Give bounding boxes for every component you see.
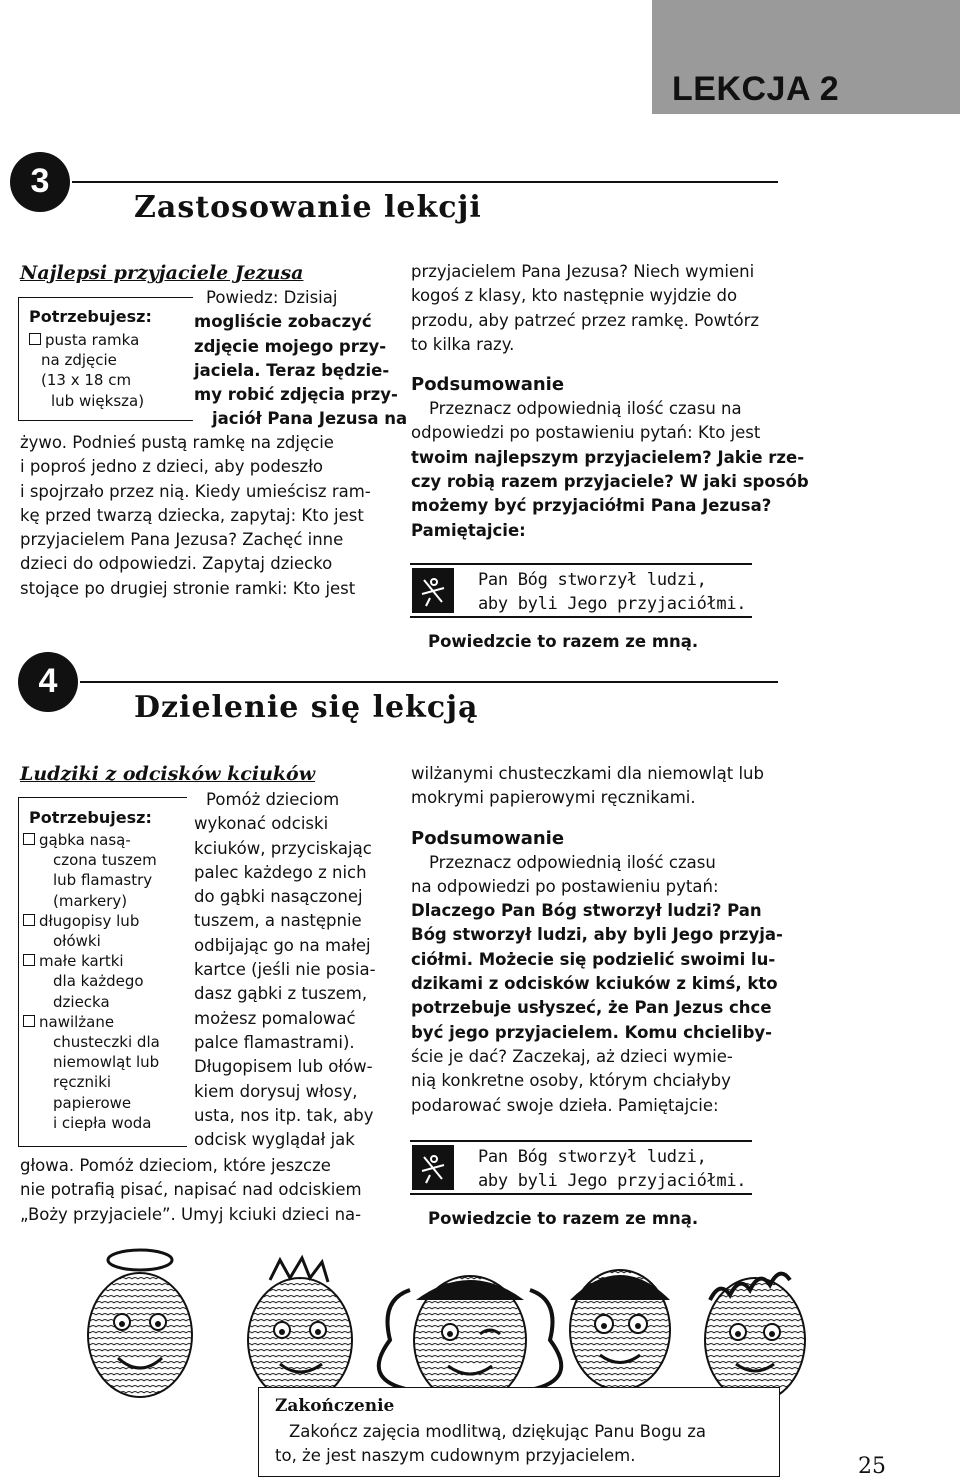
- section-4-title: Dzielenie się lekcją: [134, 690, 479, 725]
- side-line: odbijając go na małej: [194, 935, 371, 955]
- summary-line: być jego przyjacielem. Komu chcieliby-: [411, 1022, 773, 1042]
- verse-line: aby byli Jego przyjaciółmi.: [478, 1171, 747, 1191]
- summary-line: Bóg stworzył ludzi, aby byli Jego przyja-: [411, 925, 783, 945]
- closing-heading: Zakończenie: [275, 1396, 395, 1416]
- memory-verse-1: [410, 563, 752, 618]
- needs-item: papierowe: [53, 1093, 132, 1112]
- summary-line: potrzebuje usłyszeć, że Pan Jezus chce: [411, 998, 772, 1018]
- needs-item: dla każdego: [53, 972, 144, 991]
- needs-item: nawilżane: [39, 1012, 115, 1031]
- say-together: Powiedzcie to razem ze mną.: [428, 1209, 699, 1228]
- right-line: to kilka razy.: [411, 334, 515, 354]
- side-line: odcisk wyglądał jak: [194, 1130, 355, 1150]
- side-line: dasz gąbki z tuszem,: [194, 984, 368, 1004]
- needs-item: lub flamastry: [53, 871, 153, 890]
- activity-1-needs-box: [18, 297, 193, 421]
- side-line: Powiedz: Dzisiaj: [206, 288, 338, 307]
- activity-2-body: [20, 1154, 400, 1227]
- section-3-rule: [72, 181, 778, 183]
- side-line: Pomóż dzieciom: [206, 790, 340, 809]
- needs-item: małe kartki: [39, 952, 124, 971]
- face-spiky: [248, 1258, 352, 1402]
- right-line: mokrymi papierowymi ręcznikami.: [411, 788, 696, 808]
- summary-line: Przeznacz odpowiednią ilość czasu: [429, 852, 716, 872]
- needs-item: lub większa): [51, 391, 145, 410]
- face-curly: [705, 1274, 805, 1402]
- body-line: głowa. Pomóż dzieciom, które jeszcze: [20, 1156, 331, 1175]
- body-line: nie potrafią pisać, napisać nad odciskiem: [20, 1180, 362, 1200]
- side-line: palce flamastrami).: [194, 1032, 355, 1052]
- summary-line: czy robią razem przyjaciele? W jaki sposób: [411, 472, 809, 492]
- checkbox-icon: [23, 914, 35, 926]
- right-line: przodu, aby patrzeć przez ramkę. Powtórz: [411, 310, 760, 330]
- needs-item: niemowląt lub: [53, 1053, 160, 1072]
- checkbox-icon: [29, 333, 41, 345]
- activity-1-title: Najlepsi przyjaciele Jezusa: [20, 262, 304, 284]
- summary-line: Pamiętajcie:: [411, 520, 526, 540]
- activity-1-side-text: [194, 286, 407, 432]
- side-line: palec każdego z nich: [194, 862, 367, 882]
- side-line: usta, nos itp. tak, aby: [194, 1105, 374, 1125]
- lesson-tab: [652, 0, 960, 114]
- summary-line: na odpowiedzi po postawieniu pytań:: [411, 876, 719, 896]
- side-line: zdjęcie mojego przy-: [194, 336, 387, 356]
- summary-line: twoim najlepszym przyjacielem? Jakie rze-: [411, 447, 805, 467]
- checkbox-icon: [23, 954, 35, 966]
- summary-heading: Podsumowanie: [411, 827, 565, 849]
- side-line: jaciół Pana Jezusa na: [212, 409, 408, 429]
- side-line: Długopisem lub ołów-: [194, 1057, 373, 1077]
- side-line: tuszem, a następnie: [194, 911, 362, 931]
- body-line: żywo. Podnieś pustą ramkę na zdjęcie: [20, 433, 334, 452]
- verse-line: Pan Bóg stworzył ludzi,: [478, 1147, 707, 1167]
- activity-2-needs-box: [18, 797, 187, 1147]
- section-4-badge: 4: [18, 652, 78, 712]
- side-line: wykonać odciski: [194, 814, 329, 834]
- side-line: kciuków, przyciskając: [194, 838, 372, 858]
- say-together: Powiedzcie to razem ze mną.: [428, 632, 699, 651]
- activity-2-right: [411, 762, 791, 1118]
- memory-verse-2: [410, 1140, 752, 1195]
- summary-line: nią konkretne osoby, którym chciałyby: [411, 1071, 731, 1091]
- side-line: kiem dorysuj włosy,: [194, 1081, 358, 1101]
- summary-line: ciółmi. Możecie się podzielić swoimi lu-: [411, 949, 776, 969]
- closing-line: Zakończ zajęcia modlitwą, dziękując Panu Bogu za: [289, 1422, 707, 1441]
- needs-heading: Potrzebujesz:: [29, 808, 152, 827]
- closing-line: to, że jest naszym cudownym przyjacielem.: [275, 1446, 636, 1465]
- needs-item: (markery): [53, 891, 128, 910]
- right-line: wilżanymi chusteczkami dla niemowląt lub: [411, 764, 764, 783]
- activity-2-side-text: [194, 788, 376, 1152]
- summary-line: możemy być przyjaciółmi Pana Jezusa?: [411, 496, 772, 516]
- side-line: my robić zdjęcia przy-: [194, 385, 398, 405]
- body-line: i spojrzało przez nią. Kiedy umieścisz ram-: [20, 481, 371, 501]
- thumbprint-faces-illustration: [60, 1240, 820, 1410]
- side-line: możesz pomalować: [194, 1008, 356, 1028]
- body-line: dzieci do odpowiedzi. Zapytaj dziecko: [20, 554, 333, 574]
- activity-1-body: [20, 431, 390, 601]
- summary-line: Dlaczego Pan Bóg stworzył ludzi? Pan: [411, 901, 762, 921]
- needs-item: na zdjęcie: [41, 351, 117, 370]
- needs-heading: Potrzebujesz:: [29, 307, 152, 326]
- body-line: i poproś jedno z dzieci, aby podeszło: [20, 457, 323, 477]
- body-line: przyjacielem Pana Jezusa? Zachęć inne: [20, 530, 344, 550]
- needs-item: dziecka: [53, 992, 110, 1011]
- right-line: kogoś z klasy, kto następnie wyjdzie do: [411, 286, 738, 306]
- summary-line: dzikami z odcisków kciuków z kimś, kto: [411, 974, 778, 994]
- activity-2-title: Ludziki z odcisków kciuków: [20, 763, 316, 785]
- side-line: kartce (jeśli nie posia-: [194, 960, 376, 980]
- side-line: mogliście zobaczyć: [194, 312, 372, 332]
- page-number: 25: [858, 1454, 886, 1479]
- summary-line: podarować swoje dzieła. Pamiętajcie:: [411, 1095, 719, 1115]
- face-halo: [88, 1250, 192, 1397]
- verse-line: Pan Bóg stworzył ludzi,: [478, 570, 707, 590]
- lesson-label: LEKCJA 2: [672, 70, 840, 108]
- activity-1-right: [411, 260, 809, 543]
- side-line: do gąbki nasączonej: [194, 887, 363, 907]
- needs-item: czona tuszem: [53, 851, 157, 870]
- needs-item: (13 x 18 cm: [41, 371, 132, 390]
- verse-line: aby byli Jego przyjaciółmi.: [478, 594, 747, 614]
- section-4-rule: [80, 681, 778, 683]
- needs-item: ołówki: [53, 932, 101, 951]
- needs-item: i ciepła woda: [53, 1113, 152, 1132]
- body-line: „Boży przyjaciele”. Umyj kciuki dzieci na-: [20, 1204, 362, 1224]
- summary-line: odpowiedzi po postawieniu pytań: Kto jest: [411, 423, 761, 443]
- section-3-title: Zastosowanie lekcji: [134, 190, 482, 225]
- checkbox-icon: [23, 1015, 35, 1027]
- needs-item: ręczniki: [53, 1073, 112, 1092]
- figure-icon: [412, 1145, 454, 1190]
- body-line: kę przed twarzą dziecka, zapytaj: Kto jest: [20, 505, 364, 525]
- needs-item: chusteczki dla: [53, 1033, 160, 1052]
- body-line: stojące po drugiej stronie ramki: Kto jest: [20, 578, 356, 598]
- right-line: przyjacielem Pana Jezusa? Niech wymieni: [411, 262, 755, 281]
- face-pigtails: [379, 1276, 562, 1404]
- needs-item: pusta ramka: [45, 331, 140, 349]
- figure-icon: [412, 568, 454, 613]
- summary-line: Przeznacz odpowiednią ilość czasu na: [429, 399, 742, 419]
- closing-box: [258, 1387, 780, 1477]
- side-line: jaciela. Teraz będzie-: [194, 360, 390, 380]
- needs-item: gąbka nasą-: [39, 831, 131, 849]
- checkbox-icon: [23, 833, 35, 845]
- needs-item: długopisy lub: [39, 911, 140, 930]
- summary-line: ście je dać? Zaczekaj, aż dzieci wymie-: [411, 1046, 733, 1066]
- summary-heading: Podsumowanie: [411, 374, 565, 396]
- section-3-badge: 3: [10, 152, 70, 212]
